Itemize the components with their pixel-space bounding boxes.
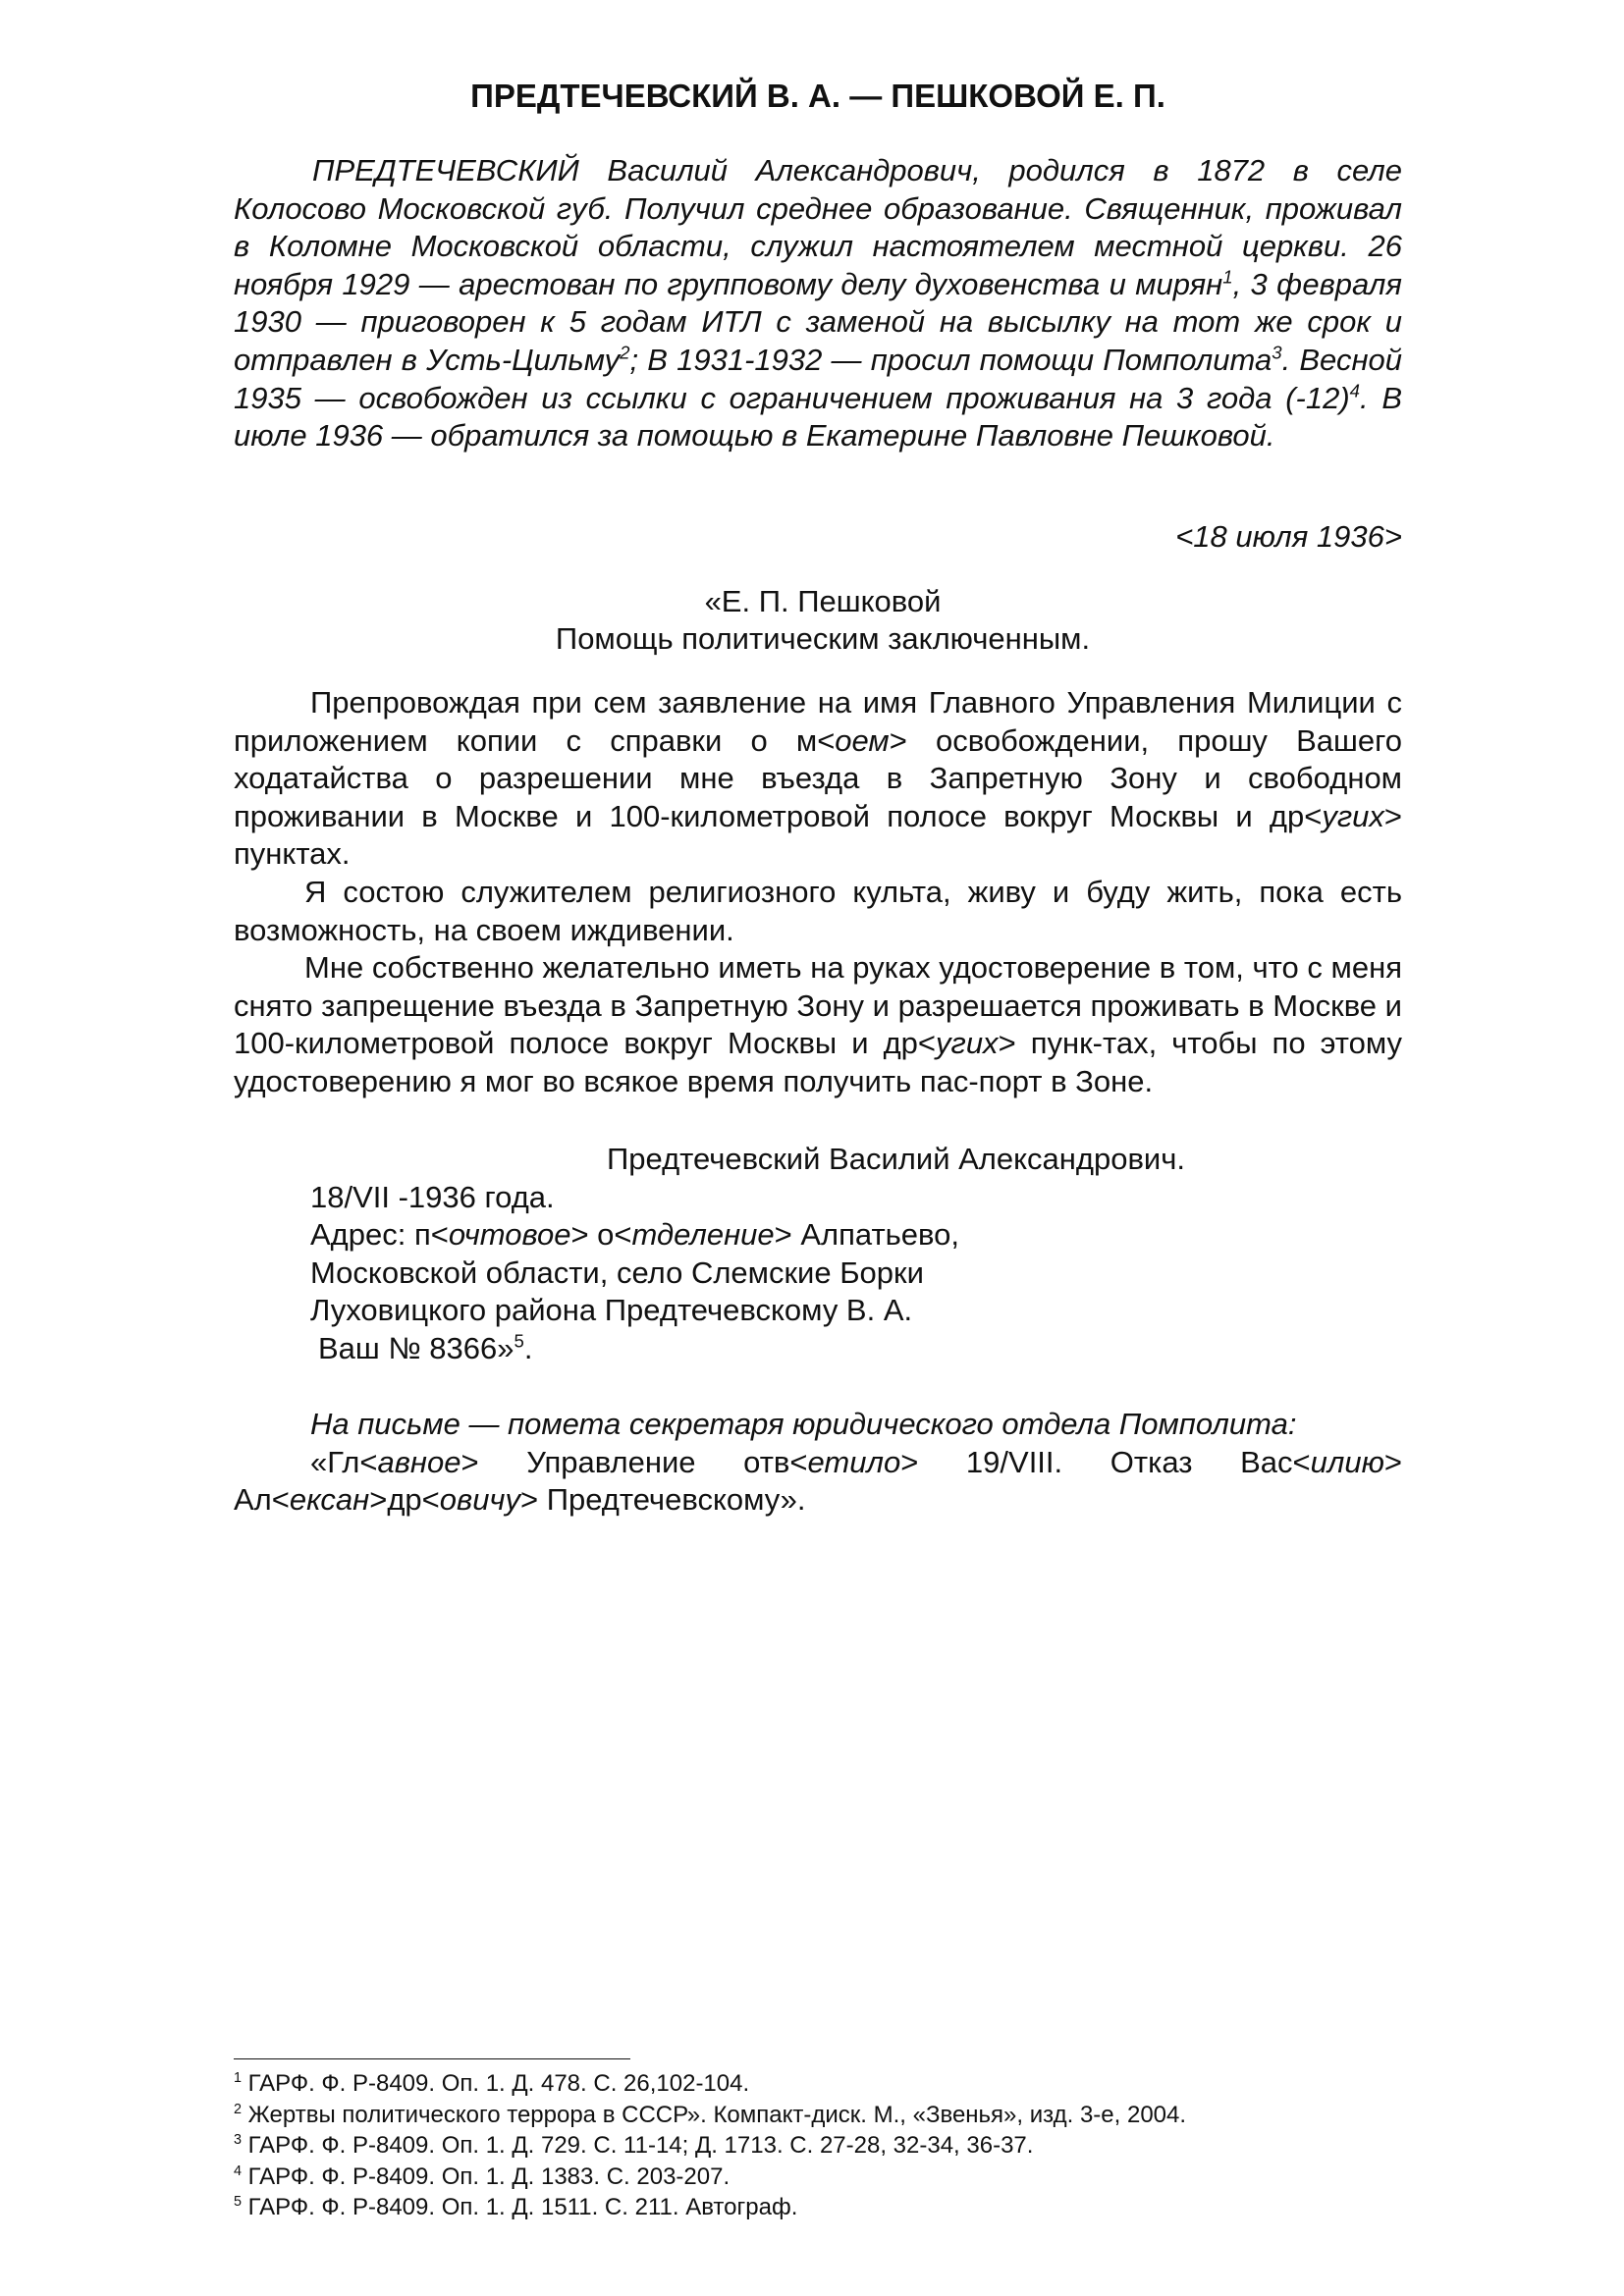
intro-text-4: . Весной 1935 — освобожден из ссылки с ограничением проживания на 3 года (-12) (234, 342, 1402, 415)
footnote-ref-5: 5 (514, 1330, 524, 1352)
footnote-5 (234, 2192, 1186, 2223)
note-part-6: илию (1310, 1444, 1384, 1479)
reference-number (310, 1330, 959, 1367)
reference-number-end: . (523, 1330, 533, 1365)
footnote-text: ГАРФ. Ф. Р-8409. Оп. 1. Д. 729. С. 11-14; Д. 1713. С. 27-28, 32-34, 36-37. (242, 2132, 1034, 2160)
footnote-number: 4 (234, 2163, 243, 2179)
para3-text-a: Мне собственно желательно иметь на руках удостоверение в том, что с меня снято запрещение въезда в Запретную Зону и разрешается проживать в Москве и 100-километровой полосе вокруг Москвы и др< (234, 950, 1402, 1061)
intro-text-5: . В июле 1936 — обратился за помощью в Екатерине Павловне Пешковой. (234, 380, 1402, 454)
letter-paragraph-3 (234, 949, 1402, 1100)
footnote-ref-1: 1 (1222, 266, 1233, 288)
note-part-10: овичу (439, 1482, 520, 1518)
footnote-3 (234, 2130, 1186, 2162)
note-part-9: >др< (369, 1482, 440, 1518)
addressee-block (234, 583, 1402, 658)
intro-text-1: ПРЕДТЕЧЕВСКИЙ Василий Александрович, родился в 1872 в селе Колосово Московской губ. Получил среднее образование. Священник, проживал в Коломне Московской области, служил настоятелем местной церкви. 26 ноября 1929 — арестован по групповому делу духовенства и мирян (234, 153, 1402, 301)
para1-editorial-a: оем (835, 722, 890, 758)
footnote-text: ГАРФ. Ф. Р-8409. Оп. 1. Д. 478. С. 26,102-104. (242, 2070, 750, 2097)
intro-text-3: ; В 1931-1932 — просил помощи Помполита (629, 342, 1272, 377)
addressee-org: Помощь политическим заключенным. (555, 621, 1091, 656)
footnote-2 (234, 2100, 1186, 2131)
footnote-number: 1 (234, 2070, 243, 2086)
addr-text-b: > о< (570, 1217, 632, 1253)
addressee-name: «Е. П. Пешковой (704, 584, 942, 618)
para1-text-b: > освобождении, прошу Вашего ходатайства о разрешении мне въезда в Запретную Зону и свободном проживании в Москве и 100-километровой полосе вокруг Москвы и др< (234, 722, 1402, 833)
intro-text-2: , 3 февраля 1930 — приговорен к 5 годам ИТЛ с заменой на высылку на тот же срок и отправлен в Усть-Цильму (234, 266, 1402, 377)
closing-block (310, 1179, 959, 1367)
address-line-2: Московской области, село Слемские Борки (310, 1255, 924, 1290)
footnote-number: 2 (234, 2101, 243, 2117)
addr-editorial-a: очтовое (448, 1217, 571, 1253)
note-part-3: > Управление отв< (460, 1444, 808, 1479)
footnote-text: Жертвы политического террора в СССР». Компакт-диск. М., «Звенья», изд. 3-е, 2004. (242, 2101, 1187, 2128)
letter-date: <18 июля 1936> (1175, 519, 1402, 554)
closing-date: 18/VII -1936 года. (310, 1180, 555, 1214)
footnote-text: ГАРФ. Ф. Р-8409. Оп. 1. Д. 1383. С. 203-207. (242, 2163, 731, 2190)
note-part-2: авное (377, 1444, 461, 1479)
addr-editorial-b: тделение (631, 1217, 775, 1253)
note-part-11: > Предтечевскому». (519, 1482, 806, 1518)
addr-text-c: > Алпатьево, (774, 1217, 960, 1253)
footnote-separator (234, 2058, 630, 2059)
reference-number-text: Ваш № 8366» (318, 1330, 514, 1365)
note-part-1: «Гл< (310, 1444, 378, 1479)
footnote-ref-3: 3 (1272, 342, 1282, 363)
para3-text-b: > пунк-тах, чтобы по этому удостоверению я мог во всякое время получить пас-порт в Зоне. (234, 1026, 1402, 1098)
archival-note (234, 1406, 1402, 1520)
letter-body (234, 684, 1402, 1101)
addr-text-a: Адрес: п< (310, 1217, 449, 1253)
letter-paragraph-2: Я состою служителем религиозного культа, живу и буду жить, пока есть возможность, на своем иждивении. (234, 874, 1402, 947)
footnote-number: 5 (234, 2194, 243, 2211)
footnote-number: 3 (234, 2132, 243, 2149)
footnote-4 (234, 2162, 1186, 2193)
para1-editorial-b: угих (1322, 798, 1384, 833)
note-text (234, 1444, 1402, 1520)
address-line-3: Луховицкого района Предтечевскому В. А. (310, 1293, 913, 1328)
para3-editorial: угих (936, 1026, 999, 1061)
biographical-intro (234, 152, 1402, 455)
footnote-ref-4: 4 (1349, 380, 1361, 401)
note-label: На письме — помета секретаря юридического отдела Помполита: (310, 1407, 1297, 1441)
note-part-4: етило (807, 1444, 901, 1479)
footnote-1 (234, 2068, 1186, 2100)
para1-text-a: Препровождая при сем заявление на имя Главного Управления Милиции с приложением копии с справки о м< (234, 685, 1402, 758)
footnote-ref-2: 2 (620, 342, 630, 363)
note-part-5: > 19/VIII. Отказ Вас< (900, 1444, 1311, 1479)
note-part-7: > Ал< (234, 1444, 1402, 1518)
letter-paragraph-1 (234, 684, 1402, 874)
address-line-1 (310, 1216, 959, 1254)
signature-line: Предтечевский Василий Александрович. (607, 1142, 1186, 1176)
footnotes (234, 2068, 1186, 2223)
footnote-text: ГАРФ. Ф. Р-8409. Оп. 1. Д. 1511. С. 211. Автограф. (242, 2194, 798, 2221)
para1-text-c: > пунктах. (234, 798, 1402, 872)
note-part-8: ексан (289, 1482, 370, 1518)
document-title: ПРЕДТЕЧЕВСКИЙ В. А. — ПЕШКОВОЙ Е. П. (470, 78, 1165, 114)
